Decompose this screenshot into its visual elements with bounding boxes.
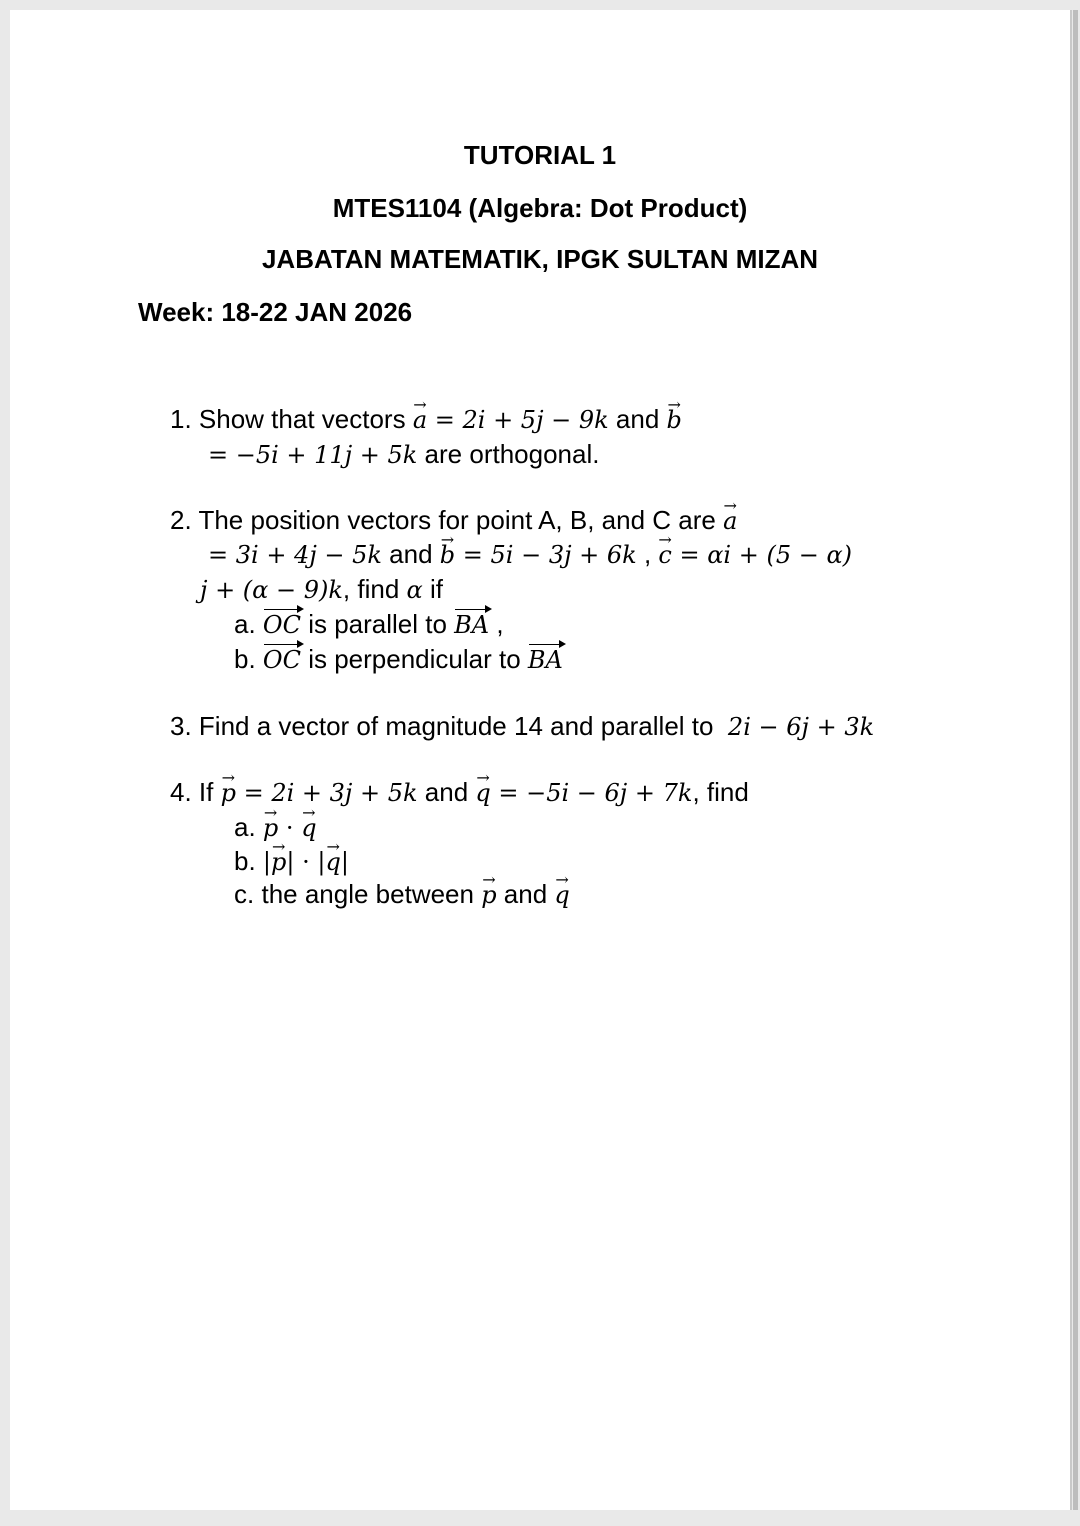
question-2-part-a: a. OC is parallel to BA , bbox=[234, 607, 504, 642]
vector-ba: BA bbox=[528, 643, 563, 677]
vector-c: → c bbox=[658, 538, 671, 572]
question-4-line-1: 4. If → p = 2i + 3j + 5k and → q = −5i − 6j + 7k, find bbox=[170, 775, 749, 810]
question-1-line-1: 1. Show that vectors → a = 2i + 5j − 9k and → b bbox=[170, 402, 682, 437]
vector-p: → p bbox=[481, 878, 496, 912]
question-4-part-b: b. |→ p| · |→ q| bbox=[234, 844, 349, 879]
part-label: a. bbox=[234, 609, 256, 639]
part-label: c. bbox=[234, 879, 255, 909]
week-label: Week: 18-22 JAN 2026 bbox=[138, 297, 413, 327]
question-3: 3. Find a vector of magnitude 14 and parallel to 2i − 6j + 3k bbox=[170, 711, 875, 741]
document-page bbox=[10, 10, 1070, 1510]
vector-oc: OC bbox=[263, 608, 301, 642]
vector-a: → a bbox=[413, 403, 427, 437]
vector-q: → q bbox=[301, 811, 316, 845]
department-name: JABATAN MATEMATIK, IPGK SULTAN MIZAN bbox=[261, 244, 819, 274]
question-2-line-1: 2. The position vectors for point A, B, and C are → a bbox=[170, 503, 737, 538]
vector-q: → q bbox=[325, 845, 340, 879]
question-number: 4. bbox=[170, 777, 192, 807]
alpha-symbol: α bbox=[406, 576, 423, 604]
question-number: 3. bbox=[170, 711, 192, 741]
part-label: b. bbox=[234, 846, 256, 876]
question-4-part-c: c. the angle between → p and → q bbox=[234, 877, 570, 912]
page-scrollbar[interactable] bbox=[1073, 10, 1078, 1510]
question-number: 1. bbox=[170, 404, 192, 434]
vector-p: → p bbox=[263, 811, 278, 845]
question-2-part-b: b. OC is perpendicular to BA bbox=[234, 642, 563, 677]
vector-b: → b bbox=[667, 403, 682, 437]
equation: = −5i + 11j + 5k bbox=[208, 441, 418, 469]
equation: = 2i + 5j − 9k bbox=[427, 406, 609, 434]
question-2-line-2: = 3i + 4j − 5k and → b = 5i − 3j + 6k , → c = αi + (5 − α) bbox=[208, 537, 852, 572]
vector-b: → b bbox=[440, 538, 455, 572]
vector-oc: OC bbox=[263, 643, 301, 677]
vector-q: → q bbox=[554, 878, 569, 912]
question-2-line-3: j + (α − 9)k, find α if bbox=[200, 574, 443, 604]
part-label: b. bbox=[234, 644, 256, 674]
question-number: 2. bbox=[170, 505, 192, 535]
vector-a: → a bbox=[723, 504, 737, 538]
vector-p: → p bbox=[271, 845, 286, 879]
vector-q: → q bbox=[475, 776, 490, 810]
vector-p: → p bbox=[221, 776, 236, 810]
question-4-part-a: a. → p · → q bbox=[234, 810, 317, 845]
part-label: a. bbox=[234, 812, 256, 842]
tutorial-title: TUTORIAL 1 bbox=[463, 140, 617, 170]
vector-ba: BA bbox=[454, 608, 489, 642]
question-1-line-2: = −5i + 11j + 5k are orthogonal. bbox=[208, 439, 600, 469]
equation: 2i − 6j + 3k bbox=[727, 713, 875, 741]
course-title: MTES1104 (Algebra: Dot Product) bbox=[332, 193, 748, 223]
